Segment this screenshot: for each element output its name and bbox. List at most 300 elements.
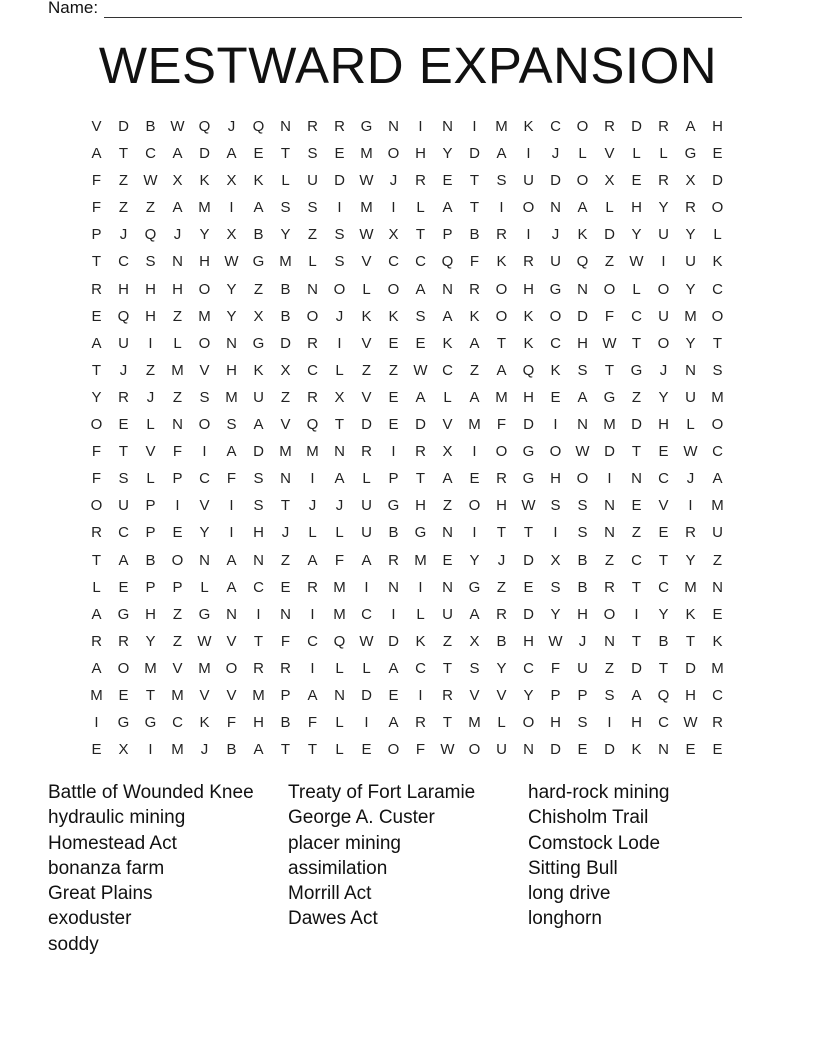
grid-letter[interactable]: Z: [172, 307, 183, 325]
grid-letter[interactable]: L: [308, 253, 317, 271]
grid-letter[interactable]: C: [712, 686, 723, 704]
grid-letter[interactable]: T: [496, 334, 507, 352]
grid-letter[interactable]: T: [604, 361, 615, 379]
grid-letter[interactable]: I: [472, 443, 477, 461]
grid-letter[interactable]: J: [497, 551, 506, 569]
grid-letter[interactable]: D: [415, 416, 426, 434]
grid-letter[interactable]: O: [387, 741, 400, 759]
grid-letter[interactable]: X: [253, 307, 264, 325]
grid-letter[interactable]: C: [172, 714, 183, 732]
grid-letter[interactable]: G: [549, 280, 562, 298]
grid-letter[interactable]: U: [658, 307, 669, 325]
grid-letter[interactable]: W: [683, 714, 698, 732]
grid-letter[interactable]: E: [658, 443, 669, 461]
grid-letter[interactable]: N: [388, 118, 399, 135]
grid-letter[interactable]: E: [550, 388, 561, 406]
grid-letter[interactable]: A: [469, 334, 480, 352]
grid-letter[interactable]: D: [604, 741, 615, 759]
grid-letter[interactable]: C: [550, 334, 561, 352]
grid-letter[interactable]: Z: [118, 172, 129, 190]
grid-letter[interactable]: O: [387, 280, 400, 298]
grid-letter[interactable]: D: [361, 416, 372, 434]
grid-letter[interactable]: H: [415, 145, 426, 163]
grid-letter[interactable]: K: [712, 253, 723, 271]
grid-letter[interactable]: Q: [252, 118, 265, 135]
grid-letter[interactable]: A: [226, 551, 237, 569]
grid-letter[interactable]: K: [631, 741, 642, 759]
grid-letter[interactable]: X: [685, 172, 696, 190]
grid-letter[interactable]: S: [550, 578, 561, 596]
grid-letter[interactable]: T: [307, 741, 318, 759]
grid-letter[interactable]: R: [415, 172, 426, 190]
grid-letter[interactable]: J: [335, 307, 344, 325]
grid-letter[interactable]: M: [171, 686, 184, 704]
grid-letter[interactable]: Y: [91, 388, 102, 406]
grid-letter[interactable]: I: [526, 226, 531, 244]
grid-letter[interactable]: W: [359, 172, 374, 190]
grid-letter[interactable]: Z: [118, 199, 129, 217]
grid-letter[interactable]: D: [631, 416, 642, 434]
grid-letter[interactable]: N: [442, 280, 453, 298]
grid-letter[interactable]: I: [202, 443, 207, 461]
grid-letter[interactable]: E: [91, 741, 102, 759]
grid-letter[interactable]: S: [577, 361, 588, 379]
grid-letter[interactable]: Y: [685, 551, 696, 569]
grid-letter[interactable]: S: [550, 497, 561, 515]
grid-letter[interactable]: F: [550, 659, 561, 677]
grid-letter[interactable]: L: [632, 145, 641, 163]
grid-letter[interactable]: I: [310, 605, 315, 623]
grid-letter[interactable]: C: [361, 605, 372, 623]
grid-letter[interactable]: C: [118, 524, 129, 542]
grid-letter[interactable]: T: [631, 334, 642, 352]
grid-letter[interactable]: M: [495, 388, 508, 406]
grid-letter[interactable]: D: [604, 443, 615, 461]
grid-letter[interactable]: F: [307, 714, 318, 732]
grid-letter[interactable]: C: [118, 253, 129, 271]
grid-letter[interactable]: Y: [469, 551, 480, 569]
grid-letter[interactable]: Z: [604, 551, 615, 569]
grid-letter[interactable]: F: [172, 443, 183, 461]
grid-letter[interactable]: A: [91, 334, 102, 352]
grid-letter[interactable]: F: [91, 199, 102, 217]
grid-letter[interactable]: J: [227, 118, 236, 135]
grid-letter[interactable]: O: [711, 199, 724, 217]
grid-letter[interactable]: H: [496, 497, 507, 515]
grid-letter[interactable]: C: [658, 470, 669, 488]
grid-letter[interactable]: P: [280, 686, 291, 704]
grid-letter[interactable]: P: [550, 686, 561, 704]
grid-letter[interactable]: R: [118, 388, 129, 406]
grid-letter[interactable]: I: [229, 497, 234, 515]
grid-letter[interactable]: H: [145, 605, 156, 623]
grid-letter[interactable]: L: [659, 145, 668, 163]
grid-letter[interactable]: O: [90, 497, 103, 515]
grid-letter[interactable]: T: [280, 145, 291, 163]
grid-letter[interactable]: U: [577, 659, 588, 677]
grid-letter[interactable]: N: [172, 416, 183, 434]
grid-letter[interactable]: E: [388, 334, 399, 352]
grid-letter[interactable]: Y: [685, 280, 696, 298]
grid-letter[interactable]: O: [549, 307, 562, 325]
grid-letter[interactable]: K: [442, 334, 453, 352]
grid-letter[interactable]: I: [499, 199, 504, 217]
grid-letter[interactable]: O: [387, 145, 400, 163]
grid-letter[interactable]: T: [631, 443, 642, 461]
grid-letter[interactable]: N: [442, 118, 453, 135]
grid-letter[interactable]: A: [334, 470, 345, 488]
grid-letter[interactable]: K: [199, 714, 210, 732]
grid-letter[interactable]: T: [415, 226, 426, 244]
grid-letter[interactable]: R: [307, 578, 318, 596]
grid-letter[interactable]: F: [469, 253, 480, 271]
grid-letter[interactable]: S: [280, 199, 291, 217]
grid-letter[interactable]: R: [685, 199, 696, 217]
grid-letter[interactable]: W: [197, 632, 212, 650]
grid-letter[interactable]: U: [253, 388, 264, 406]
grid-letter[interactable]: X: [226, 172, 237, 190]
grid-letter[interactable]: Z: [280, 551, 291, 569]
grid-letter[interactable]: E: [631, 497, 642, 515]
grid-letter[interactable]: A: [253, 741, 264, 759]
grid-letter[interactable]: R: [307, 388, 318, 406]
grid-letter[interactable]: C: [199, 470, 210, 488]
grid-letter[interactable]: N: [280, 118, 291, 135]
grid-letter[interactable]: P: [388, 470, 399, 488]
grid-letter[interactable]: U: [118, 497, 129, 515]
grid-letter[interactable]: K: [523, 334, 534, 352]
grid-letter[interactable]: M: [684, 307, 697, 325]
grid-letter[interactable]: K: [253, 172, 264, 190]
grid-letter[interactable]: N: [172, 253, 183, 271]
grid-letter[interactable]: Z: [253, 280, 264, 298]
grid-letter[interactable]: C: [415, 659, 426, 677]
grid-letter[interactable]: K: [577, 226, 588, 244]
grid-letter[interactable]: O: [198, 334, 211, 352]
grid-letter[interactable]: I: [688, 497, 693, 515]
grid-letter[interactable]: E: [388, 686, 399, 704]
grid-letter[interactable]: O: [225, 659, 238, 677]
grid-letter[interactable]: M: [90, 686, 103, 704]
grid-letter[interactable]: G: [252, 253, 265, 271]
grid-letter[interactable]: K: [469, 307, 480, 325]
grid-letter[interactable]: V: [199, 497, 210, 515]
grid-letter[interactable]: R: [685, 524, 696, 542]
grid-letter[interactable]: J: [389, 172, 398, 190]
grid-letter[interactable]: A: [253, 199, 264, 217]
grid-letter[interactable]: N: [712, 578, 723, 596]
grid-letter[interactable]: T: [145, 686, 156, 704]
grid-letter[interactable]: J: [578, 632, 587, 650]
grid-letter[interactable]: M: [225, 388, 238, 406]
grid-letter[interactable]: A: [91, 659, 102, 677]
grid-letter[interactable]: T: [496, 524, 507, 542]
grid-letter[interactable]: Z: [631, 388, 642, 406]
grid-letter[interactable]: O: [495, 443, 508, 461]
grid-letter[interactable]: D: [604, 226, 615, 244]
grid-letter[interactable]: I: [634, 605, 639, 623]
grid-letter[interactable]: P: [172, 578, 183, 596]
grid-letter[interactable]: O: [90, 416, 103, 434]
grid-letter[interactable]: O: [306, 307, 319, 325]
grid-letter[interactable]: C: [712, 443, 723, 461]
grid-letter[interactable]: X: [334, 388, 345, 406]
grid-letter[interactable]: M: [144, 659, 157, 677]
grid-letter[interactable]: C: [145, 145, 156, 163]
grid-letter[interactable]: A: [307, 551, 318, 569]
grid-letter[interactable]: T: [631, 632, 642, 650]
grid-letter[interactable]: E: [388, 388, 399, 406]
grid-letter[interactable]: B: [577, 578, 588, 596]
grid-letter[interactable]: H: [685, 686, 696, 704]
grid-letter[interactable]: S: [496, 172, 507, 190]
grid-letter[interactable]: T: [712, 334, 723, 352]
grid-letter[interactable]: M: [468, 416, 481, 434]
grid-letter[interactable]: S: [253, 497, 264, 515]
grid-letter[interactable]: I: [607, 714, 612, 732]
grid-letter[interactable]: I: [391, 605, 396, 623]
grid-letter[interactable]: D: [199, 145, 210, 163]
grid-letter[interactable]: N: [199, 551, 210, 569]
grid-letter[interactable]: I: [229, 524, 234, 542]
grid-letter[interactable]: X: [469, 632, 480, 650]
grid-letter[interactable]: H: [199, 253, 210, 271]
grid-letter[interactable]: C: [253, 578, 264, 596]
grid-letter[interactable]: S: [253, 470, 264, 488]
grid-letter[interactable]: F: [604, 307, 615, 325]
grid-letter[interactable]: O: [576, 172, 589, 190]
grid-letter[interactable]: B: [496, 632, 507, 650]
grid-letter[interactable]: G: [360, 118, 373, 135]
grid-letter[interactable]: Q: [306, 416, 319, 434]
grid-letter[interactable]: W: [629, 253, 644, 271]
grid-letter[interactable]: H: [550, 714, 561, 732]
grid-letter[interactable]: W: [359, 632, 374, 650]
grid-letter[interactable]: N: [685, 361, 696, 379]
grid-letter[interactable]: O: [198, 280, 211, 298]
grid-letter[interactable]: P: [145, 578, 156, 596]
grid-letter[interactable]: I: [472, 118, 477, 135]
grid-letter[interactable]: A: [496, 361, 507, 379]
grid-letter[interactable]: I: [229, 199, 234, 217]
grid-letter[interactable]: S: [415, 307, 426, 325]
grid-letter[interactable]: B: [280, 714, 291, 732]
grid-letter[interactable]: T: [280, 497, 291, 515]
grid-letter[interactable]: G: [144, 714, 157, 732]
grid-letter[interactable]: T: [118, 443, 129, 461]
grid-letter[interactable]: B: [145, 551, 156, 569]
grid-letter[interactable]: Z: [469, 361, 480, 379]
grid-letter[interactable]: T: [91, 551, 102, 569]
grid-letter[interactable]: A: [91, 145, 102, 163]
grid-letter[interactable]: L: [416, 199, 425, 217]
grid-letter[interactable]: L: [173, 334, 182, 352]
grid-letter[interactable]: I: [418, 118, 423, 135]
grid-letter[interactable]: L: [578, 145, 587, 163]
grid-letter[interactable]: O: [549, 443, 562, 461]
grid-letter[interactable]: I: [337, 334, 342, 352]
grid-letter[interactable]: Y: [199, 524, 210, 542]
grid-letter[interactable]: Z: [280, 388, 291, 406]
grid-letter[interactable]: M: [306, 443, 319, 461]
grid-letter[interactable]: J: [335, 497, 344, 515]
grid-letter[interactable]: W: [602, 334, 617, 352]
grid-letter[interactable]: G: [252, 334, 265, 352]
grid-letter[interactable]: V: [91, 118, 102, 135]
grid-letter[interactable]: A: [388, 714, 399, 732]
grid-letter[interactable]: G: [414, 524, 427, 542]
grid-letter[interactable]: D: [523, 416, 534, 434]
grid-letter[interactable]: I: [337, 199, 342, 217]
grid-letter[interactable]: T: [118, 145, 129, 163]
grid-letter[interactable]: R: [415, 443, 426, 461]
grid-letter[interactable]: Q: [522, 361, 535, 379]
grid-letter[interactable]: L: [686, 416, 695, 434]
grid-letter[interactable]: N: [280, 605, 291, 623]
grid-letter[interactable]: L: [713, 226, 722, 244]
grid-letter[interactable]: Z: [172, 605, 183, 623]
grid-letter[interactable]: G: [522, 470, 535, 488]
grid-letter[interactable]: E: [280, 578, 291, 596]
grid-letter[interactable]: S: [577, 497, 588, 515]
grid-letter[interactable]: R: [496, 470, 507, 488]
grid-letter[interactable]: E: [172, 524, 183, 542]
grid-letter[interactable]: U: [442, 605, 453, 623]
grid-letter[interactable]: A: [685, 118, 696, 135]
grid-letter[interactable]: C: [631, 307, 642, 325]
grid-letter[interactable]: X: [280, 361, 291, 379]
grid-letter[interactable]: Y: [685, 334, 696, 352]
grid-letter[interactable]: Q: [144, 226, 157, 244]
grid-letter[interactable]: M: [171, 361, 184, 379]
grid-letter[interactable]: D: [523, 605, 534, 623]
grid-letter[interactable]: C: [442, 361, 453, 379]
grid-letter[interactable]: W: [413, 361, 428, 379]
grid-letter[interactable]: N: [280, 470, 291, 488]
grid-letter[interactable]: E: [523, 578, 534, 596]
grid-letter[interactable]: S: [334, 226, 345, 244]
grid-letter[interactable]: O: [198, 416, 211, 434]
grid-letter[interactable]: A: [442, 307, 453, 325]
grid-letter[interactable]: U: [496, 741, 507, 759]
grid-letter[interactable]: J: [551, 145, 560, 163]
grid-letter[interactable]: C: [712, 280, 723, 298]
grid-letter[interactable]: N: [226, 334, 237, 352]
grid-letter[interactable]: I: [661, 253, 666, 271]
grid-letter[interactable]: H: [523, 632, 534, 650]
grid-letter[interactable]: H: [118, 280, 129, 298]
grid-letter[interactable]: O: [657, 280, 670, 298]
grid-letter[interactable]: L: [632, 280, 641, 298]
grid-letter[interactable]: L: [335, 659, 344, 677]
grid-letter[interactable]: S: [199, 388, 210, 406]
grid-letter[interactable]: A: [577, 199, 588, 217]
grid-letter[interactable]: E: [118, 416, 129, 434]
grid-letter[interactable]: Q: [333, 632, 346, 650]
grid-letter[interactable]: A: [577, 388, 588, 406]
grid-letter[interactable]: M: [684, 578, 697, 596]
grid-letter[interactable]: M: [198, 659, 211, 677]
grid-letter[interactable]: J: [281, 524, 290, 542]
grid-letter[interactable]: K: [496, 253, 507, 271]
grid-letter[interactable]: N: [442, 524, 453, 542]
grid-letter[interactable]: N: [577, 416, 588, 434]
grid-letter[interactable]: A: [442, 470, 453, 488]
grid-letter[interactable]: S: [469, 659, 480, 677]
grid-letter[interactable]: S: [307, 145, 318, 163]
grid-letter[interactable]: J: [686, 470, 695, 488]
grid-letter[interactable]: D: [469, 145, 480, 163]
grid-letter[interactable]: X: [388, 226, 399, 244]
grid-letter[interactable]: G: [117, 714, 130, 732]
grid-letter[interactable]: I: [472, 524, 477, 542]
grid-letter[interactable]: I: [364, 578, 369, 596]
grid-letter[interactable]: L: [308, 524, 317, 542]
grid-letter[interactable]: R: [307, 334, 318, 352]
grid-letter[interactable]: K: [550, 361, 561, 379]
grid-letter[interactable]: N: [388, 578, 399, 596]
grid-letter[interactable]: E: [631, 172, 642, 190]
grid-letter[interactable]: N: [226, 605, 237, 623]
grid-letter[interactable]: U: [550, 253, 561, 271]
grid-letter[interactable]: R: [280, 659, 291, 677]
grid-letter[interactable]: L: [146, 416, 155, 434]
grid-letter[interactable]: J: [659, 361, 668, 379]
grid-letter[interactable]: H: [523, 388, 534, 406]
grid-letter[interactable]: C: [550, 118, 561, 135]
name-blank-field[interactable]: [104, 1, 742, 18]
grid-letter[interactable]: J: [173, 226, 182, 244]
grid-letter[interactable]: J: [119, 361, 128, 379]
grid-letter[interactable]: O: [117, 659, 130, 677]
grid-letter[interactable]: V: [658, 497, 669, 515]
grid-letter[interactable]: M: [198, 307, 211, 325]
grid-letter[interactable]: N: [604, 524, 615, 542]
grid-letter[interactable]: K: [415, 632, 426, 650]
grid-letter[interactable]: R: [91, 524, 102, 542]
grid-letter[interactable]: G: [630, 361, 643, 379]
grid-letter[interactable]: E: [712, 605, 723, 623]
grid-letter[interactable]: V: [442, 416, 453, 434]
grid-letter[interactable]: V: [361, 334, 372, 352]
grid-letter[interactable]: N: [604, 632, 615, 650]
grid-letter[interactable]: R: [712, 714, 723, 732]
grid-letter[interactable]: Z: [145, 361, 156, 379]
grid-letter[interactable]: M: [279, 253, 292, 271]
grid-letter[interactable]: W: [440, 741, 455, 759]
grid-letter[interactable]: L: [362, 659, 371, 677]
grid-letter[interactable]: A: [415, 388, 426, 406]
grid-letter[interactable]: E: [658, 524, 669, 542]
grid-letter[interactable]: Y: [496, 659, 507, 677]
grid-letter[interactable]: Z: [442, 632, 453, 650]
grid-letter[interactable]: C: [307, 632, 318, 650]
grid-letter[interactable]: O: [495, 280, 508, 298]
grid-letter[interactable]: P: [577, 686, 588, 704]
grid-letter[interactable]: D: [631, 118, 642, 135]
grid-letter[interactable]: L: [146, 470, 155, 488]
grid-letter[interactable]: I: [310, 659, 315, 677]
grid-letter[interactable]: U: [118, 334, 129, 352]
grid-letter[interactable]: V: [361, 253, 372, 271]
grid-letter[interactable]: T: [658, 551, 669, 569]
grid-letter[interactable]: N: [253, 551, 264, 569]
grid-letter[interactable]: V: [172, 659, 183, 677]
grid-letter[interactable]: M: [198, 199, 211, 217]
grid-letter[interactable]: B: [280, 280, 291, 298]
grid-letter[interactable]: R: [658, 118, 669, 135]
grid-letter[interactable]: C: [658, 714, 669, 732]
